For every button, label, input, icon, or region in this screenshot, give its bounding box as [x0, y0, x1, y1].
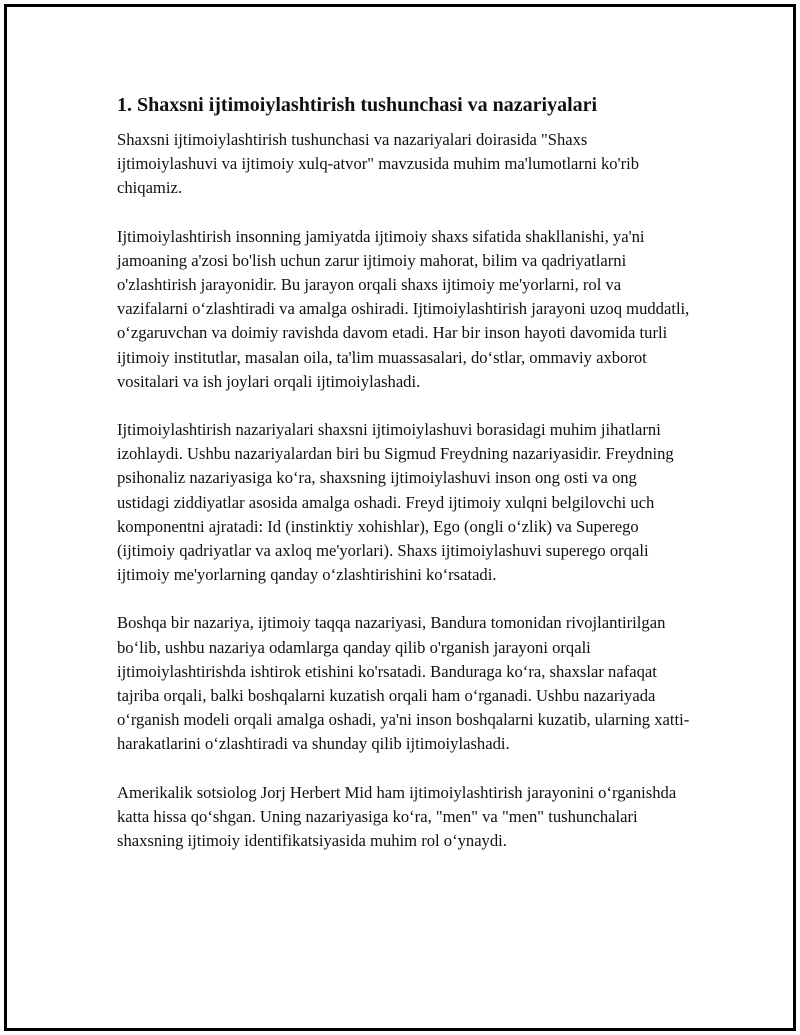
paragraph-mead-theory: Amerikalik sotsiolog Jorj Herbert Mid ham ijtimoiylashtirish jarayonini o‘rganishda katta hissa qo‘shgan. Uning nazariyasiga ko‘ra, "men" va "men" tushunchalari shaxsning ijtimoiy identifikatsiyasida muhim rol o‘ynaydi. [117, 782, 677, 851]
section-heading: 1. Shaxsni ijtimoiylashtirish tushunchasi va nazariyalari [117, 94, 598, 116]
paragraph-definition: Ijtimoiylashtirish insonning jamiyatda ijtimoiy shaxs sifatida shakllanishi, ya'ni jamoaning a'zosi bo'lish uchun zarur ijtimoiy mahorat, bilim va qadriyatlarni o'zlashtirish jarayonidir. Bu jarayon orqali shaxs ijtimoiy me'yorlarni, rol va vazifalarni o‘zlashtiradi va amalga oshiradi. Ijtimoiylashtirish jarayoni uzoq muddatli, o‘zgaruvchan va doimiy ravishda davom etadi. Har bir inson hayoti davomida turli ijtimoiy institutlar, masalan oila, ta'lim muassasalari, do‘stlar, ommaviy axborot vositalari va ish joylari orqali ijtimoiylashadi. [117, 226, 690, 391]
paragraph-freud-theory: Ijtimoiylashtirish nazariyalari shaxsni ijtimoiylashuvi borasidagi muhim jihatlarni izohlaydi. Ushbu nazariyalardan biri bu Sigmud Freydning nazariyasidir. Freydning psihonaliz nazariyasiga ko‘ra, shaxsning ijtimoiylashuvi inson ong osti va ong ustidagi ziddiyatlar asosida amalga oshadi. Freyd ijtimoiy xulqni belgilovchi uch komponentni ajratadi: Id (instinktiy xohishlar), Ego (ongli o‘zlik) va Superego (ijtimoiy qadriyatlar va axloq me'yorlari). Shaxs ijtimoiylashuvi superego orqali ijtimoiy me'yorlarning qanday o‘zlashtirishini ko‘rsatadi. [117, 420, 674, 585]
document-content [117, 92, 691, 877]
paragraph-intro: Shaxsni ijtimoiylashtirish tushunchasi va nazariyalari doirasida "Shaxs ijtimoiylashuvi va ijtimoiy xulq-atvor" mavzusida muhim ma'lumotlarni ko'rib chiqamiz. [117, 130, 640, 198]
paragraph-bandura-theory: Boshqa bir nazariya, ijtimoiy taqqa nazariyasi, Bandura tomonidan rivojlantirilgan bo‘lib, ushbu nazariya odamlarga qanday qilib o'rganish jarayoni orqali ijtimoiylashtirishda ishtirok etishini ko'rsatadi. Banduraga ko‘ra, shaxslar nafaqat tajriba orqali, balki boshqalarni kuzatish orqali ham o‘rganadi. Ushbu nazariyada o‘rganish modeli orqali amalga oshadi, ya'ni inson boshqalarni kuzatib, ularning xatti-harakatlarini o‘zlashtiradi va shunday qilib ijtimoiylashadi. [117, 613, 690, 754]
